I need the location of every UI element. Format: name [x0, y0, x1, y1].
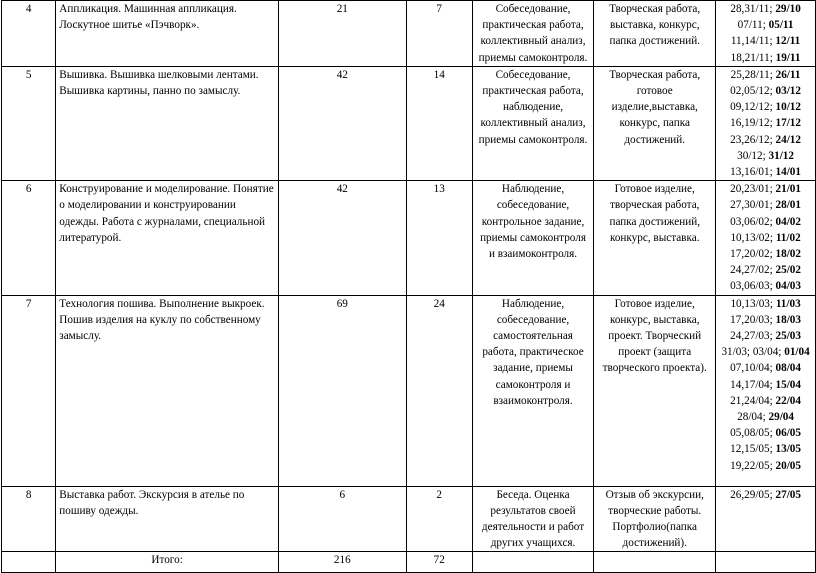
- hours-cell: 42: [278, 181, 406, 295]
- date-line: [719, 17, 812, 33]
- date-line: [719, 487, 812, 503]
- date-plain: 02,05/12;: [730, 85, 773, 98]
- topic-cell: Аппликация. Машинная аппликация. Лоскутное шитье «Пэчворк».: [56, 1, 279, 67]
- date-line: [719, 296, 812, 312]
- date-plain: 07,10/04;: [730, 362, 773, 375]
- date-bold: 22/04: [775, 394, 801, 407]
- date-plain: 26,29/05;: [730, 488, 773, 501]
- date-line: [719, 115, 812, 131]
- date-bold: 10/12: [775, 101, 801, 114]
- date-line: [719, 393, 812, 409]
- table-row: [2, 486, 816, 552]
- total-empty: [2, 552, 56, 573]
- date-bold: 24/12: [775, 133, 801, 146]
- date-line: [719, 214, 812, 230]
- sessions-cell: 13: [406, 181, 472, 295]
- total-row: [2, 552, 816, 573]
- date-bold: 01/04: [784, 346, 810, 359]
- sessions-cell: 24: [406, 295, 472, 486]
- date-bold: 08/04: [775, 362, 801, 375]
- date-bold: 29/10: [775, 3, 801, 15]
- date-line: [719, 262, 812, 278]
- date-line: [719, 409, 812, 425]
- date-line: [719, 458, 812, 474]
- date-bold: 26/11: [775, 68, 801, 81]
- date-bold: 18/03: [775, 313, 801, 326]
- date-line: [719, 360, 812, 376]
- date-bold: 11/02: [775, 231, 801, 244]
- date-line: [719, 67, 812, 83]
- date-plain: 18,21/11;: [730, 51, 773, 64]
- dates-cell: [716, 295, 816, 486]
- total-sessions: 72: [406, 552, 472, 573]
- date-plain: 28/04;: [737, 411, 766, 424]
- row-number: 8: [2, 486, 56, 552]
- date-line: [719, 197, 812, 213]
- date-line: [719, 344, 812, 360]
- dates-cell: [716, 1, 816, 67]
- date-bold: 29/04: [768, 411, 794, 424]
- date-plain: 25,28/11;: [730, 68, 773, 81]
- date-plain: 07/11;: [737, 19, 766, 32]
- date-bold: 12/11: [775, 35, 801, 48]
- total-empty: [594, 552, 716, 573]
- control-cell: Творческая работа, готовое изделие,выставка, конкурс, папка достижений.: [594, 66, 716, 180]
- date-bold: 20/05: [775, 459, 801, 472]
- date-bold: 05/11: [768, 19, 794, 32]
- topic-cell: Технология пошива. Выполнение выкроек. Пошив изделия на куклу по собственному замыслу.: [56, 295, 279, 486]
- forms-cell: Наблюдение, собеседование, контрольное задание, приемы самоконтроля и взаимоконтроля.: [472, 181, 594, 295]
- date-line: [719, 50, 812, 66]
- date-line: [719, 278, 812, 294]
- date-plain: 16,19/12;: [730, 117, 773, 130]
- control-cell: Отзыв об экскурсии, творческие работы. Портфолио(папка достижений).: [594, 486, 716, 552]
- date-bold: 28/01: [775, 199, 801, 212]
- date-plain: 23,26/12;: [730, 133, 773, 146]
- dates-cell: [716, 486, 816, 552]
- date-line: [719, 99, 812, 115]
- date-plain: 17,20/03;: [730, 313, 773, 326]
- date-plain: 24,27/03;: [730, 330, 773, 343]
- row-number: 6: [2, 181, 56, 295]
- topic-cell: Вышивка. Вышивка шелковыми лентами. Вышивка картины, панно по замыслу.: [56, 66, 279, 180]
- date-bold: 27/05: [775, 488, 801, 501]
- control-cell: Готовое изделие, творческая работа, папка достижений, конкурс, выставка.: [594, 181, 716, 295]
- date-plain: 20,23/01;: [730, 183, 773, 196]
- date-plain: 12,15/05;: [730, 443, 773, 456]
- date-bold: 13/05: [775, 443, 801, 456]
- date-bold: 31/12: [768, 149, 794, 162]
- date-bold: 14/01: [775, 166, 801, 179]
- total-empty: [472, 552, 594, 573]
- forms-cell: Собеседование, практическая работа, наблюдение, коллективный анализ, приемы самоконтроля.: [472, 66, 594, 180]
- hours-cell: 69: [278, 295, 406, 486]
- date-line: [719, 1, 812, 17]
- date-plain: 27,30/01;: [730, 199, 773, 212]
- date-bold: 21/01: [775, 183, 801, 196]
- date-line: [719, 164, 812, 180]
- date-line: [719, 33, 812, 49]
- row-number: 5: [2, 66, 56, 180]
- date-plain: 09,12/12;: [730, 101, 773, 114]
- date-plain: 31/03; 03/04;: [721, 346, 782, 359]
- table-row: [2, 1, 816, 67]
- total-label: Итого:: [56, 552, 279, 573]
- dates-cell: [716, 181, 816, 295]
- date-plain: 24,27/02;: [730, 264, 773, 277]
- date-plain: 03,06/03;: [730, 280, 773, 293]
- date-bold: 04/03: [775, 280, 801, 293]
- date-line: [719, 377, 812, 393]
- date-plain: 19,22/05;: [730, 459, 773, 472]
- hours-cell: 21: [278, 1, 406, 67]
- date-line: [719, 148, 812, 164]
- program-table: [1, 0, 816, 573]
- row-number: 4: [2, 1, 56, 67]
- date-plain: 21,24/04;: [730, 394, 773, 407]
- sessions-cell: 2: [406, 486, 472, 552]
- row-number: 7: [2, 295, 56, 486]
- topic-cell: Выставка работ. Экскурсия в ателье по пошиву одежды.: [56, 486, 279, 552]
- sessions-cell: 14: [406, 66, 472, 180]
- date-plain: 28,31/11;: [730, 3, 773, 15]
- date-line: [719, 230, 812, 246]
- hours-cell: 42: [278, 66, 406, 180]
- control-cell: Готовое изделие, конкурс, выставка, проект. Творческий проект (защита творческого проекта).: [594, 295, 716, 486]
- date-bold: 17/12: [775, 117, 801, 130]
- date-bold: 19/11: [775, 51, 801, 64]
- date-bold: 25/03: [775, 330, 801, 343]
- date-bold: 04/02: [775, 215, 801, 228]
- date-plain: 17,20/02;: [730, 248, 773, 261]
- total-empty: [716, 552, 816, 573]
- date-line: [719, 441, 812, 457]
- date-plain: 13,16/01;: [730, 166, 773, 179]
- dates-cell: [716, 66, 816, 180]
- date-plain: 05,08/05;: [730, 427, 773, 440]
- sessions-cell: 7: [406, 1, 472, 67]
- date-plain: 10,13/03;: [730, 297, 774, 310]
- date-bold: 03/12: [775, 85, 801, 98]
- date-line: [719, 246, 812, 262]
- date-plain: 14,17/04;: [730, 378, 773, 391]
- date-plain: 03,06/02;: [730, 215, 773, 228]
- table-row: [2, 66, 816, 180]
- date-plain: 10,13/02;: [730, 231, 774, 244]
- topic-cell: Конструирование и моделирование. Понятие о моделировании и конструировании одежды. Работа с журналами, специальной литературой.: [56, 181, 279, 295]
- forms-cell: Наблюдение, собеседование, самостоятельная работа, практическое задание, приемы самоконтроля и взаимоконтроля.: [472, 295, 594, 486]
- date-bold: 15/04: [775, 378, 801, 391]
- table-row: [2, 181, 816, 295]
- date-line: [719, 83, 812, 99]
- date-plain: 30/12;: [737, 149, 766, 162]
- forms-cell: Собеседование, практическая работа, коллективный анализ, приемы самоконтроля.: [472, 1, 594, 67]
- date-line: [719, 425, 812, 441]
- date-bold: 06/05: [775, 427, 801, 440]
- total-hours: 216: [278, 552, 406, 573]
- date-line: [719, 312, 812, 328]
- date-line: [719, 181, 812, 197]
- date-bold: 25/02: [775, 264, 801, 277]
- date-line: [719, 132, 812, 148]
- date-line: [719, 328, 812, 344]
- date-plain: 11,14/11;: [730, 35, 773, 48]
- table-row: [2, 295, 816, 486]
- date-bold: 18/02: [775, 248, 801, 261]
- hours-cell: 6: [278, 486, 406, 552]
- control-cell: Творческая работа, выставка, конкурс, папка достижений.: [594, 1, 716, 67]
- forms-cell: Беседа. Оценка результатов своей деятельности и работ других учащихся.: [472, 486, 594, 552]
- date-bold: 11/03: [775, 297, 801, 310]
